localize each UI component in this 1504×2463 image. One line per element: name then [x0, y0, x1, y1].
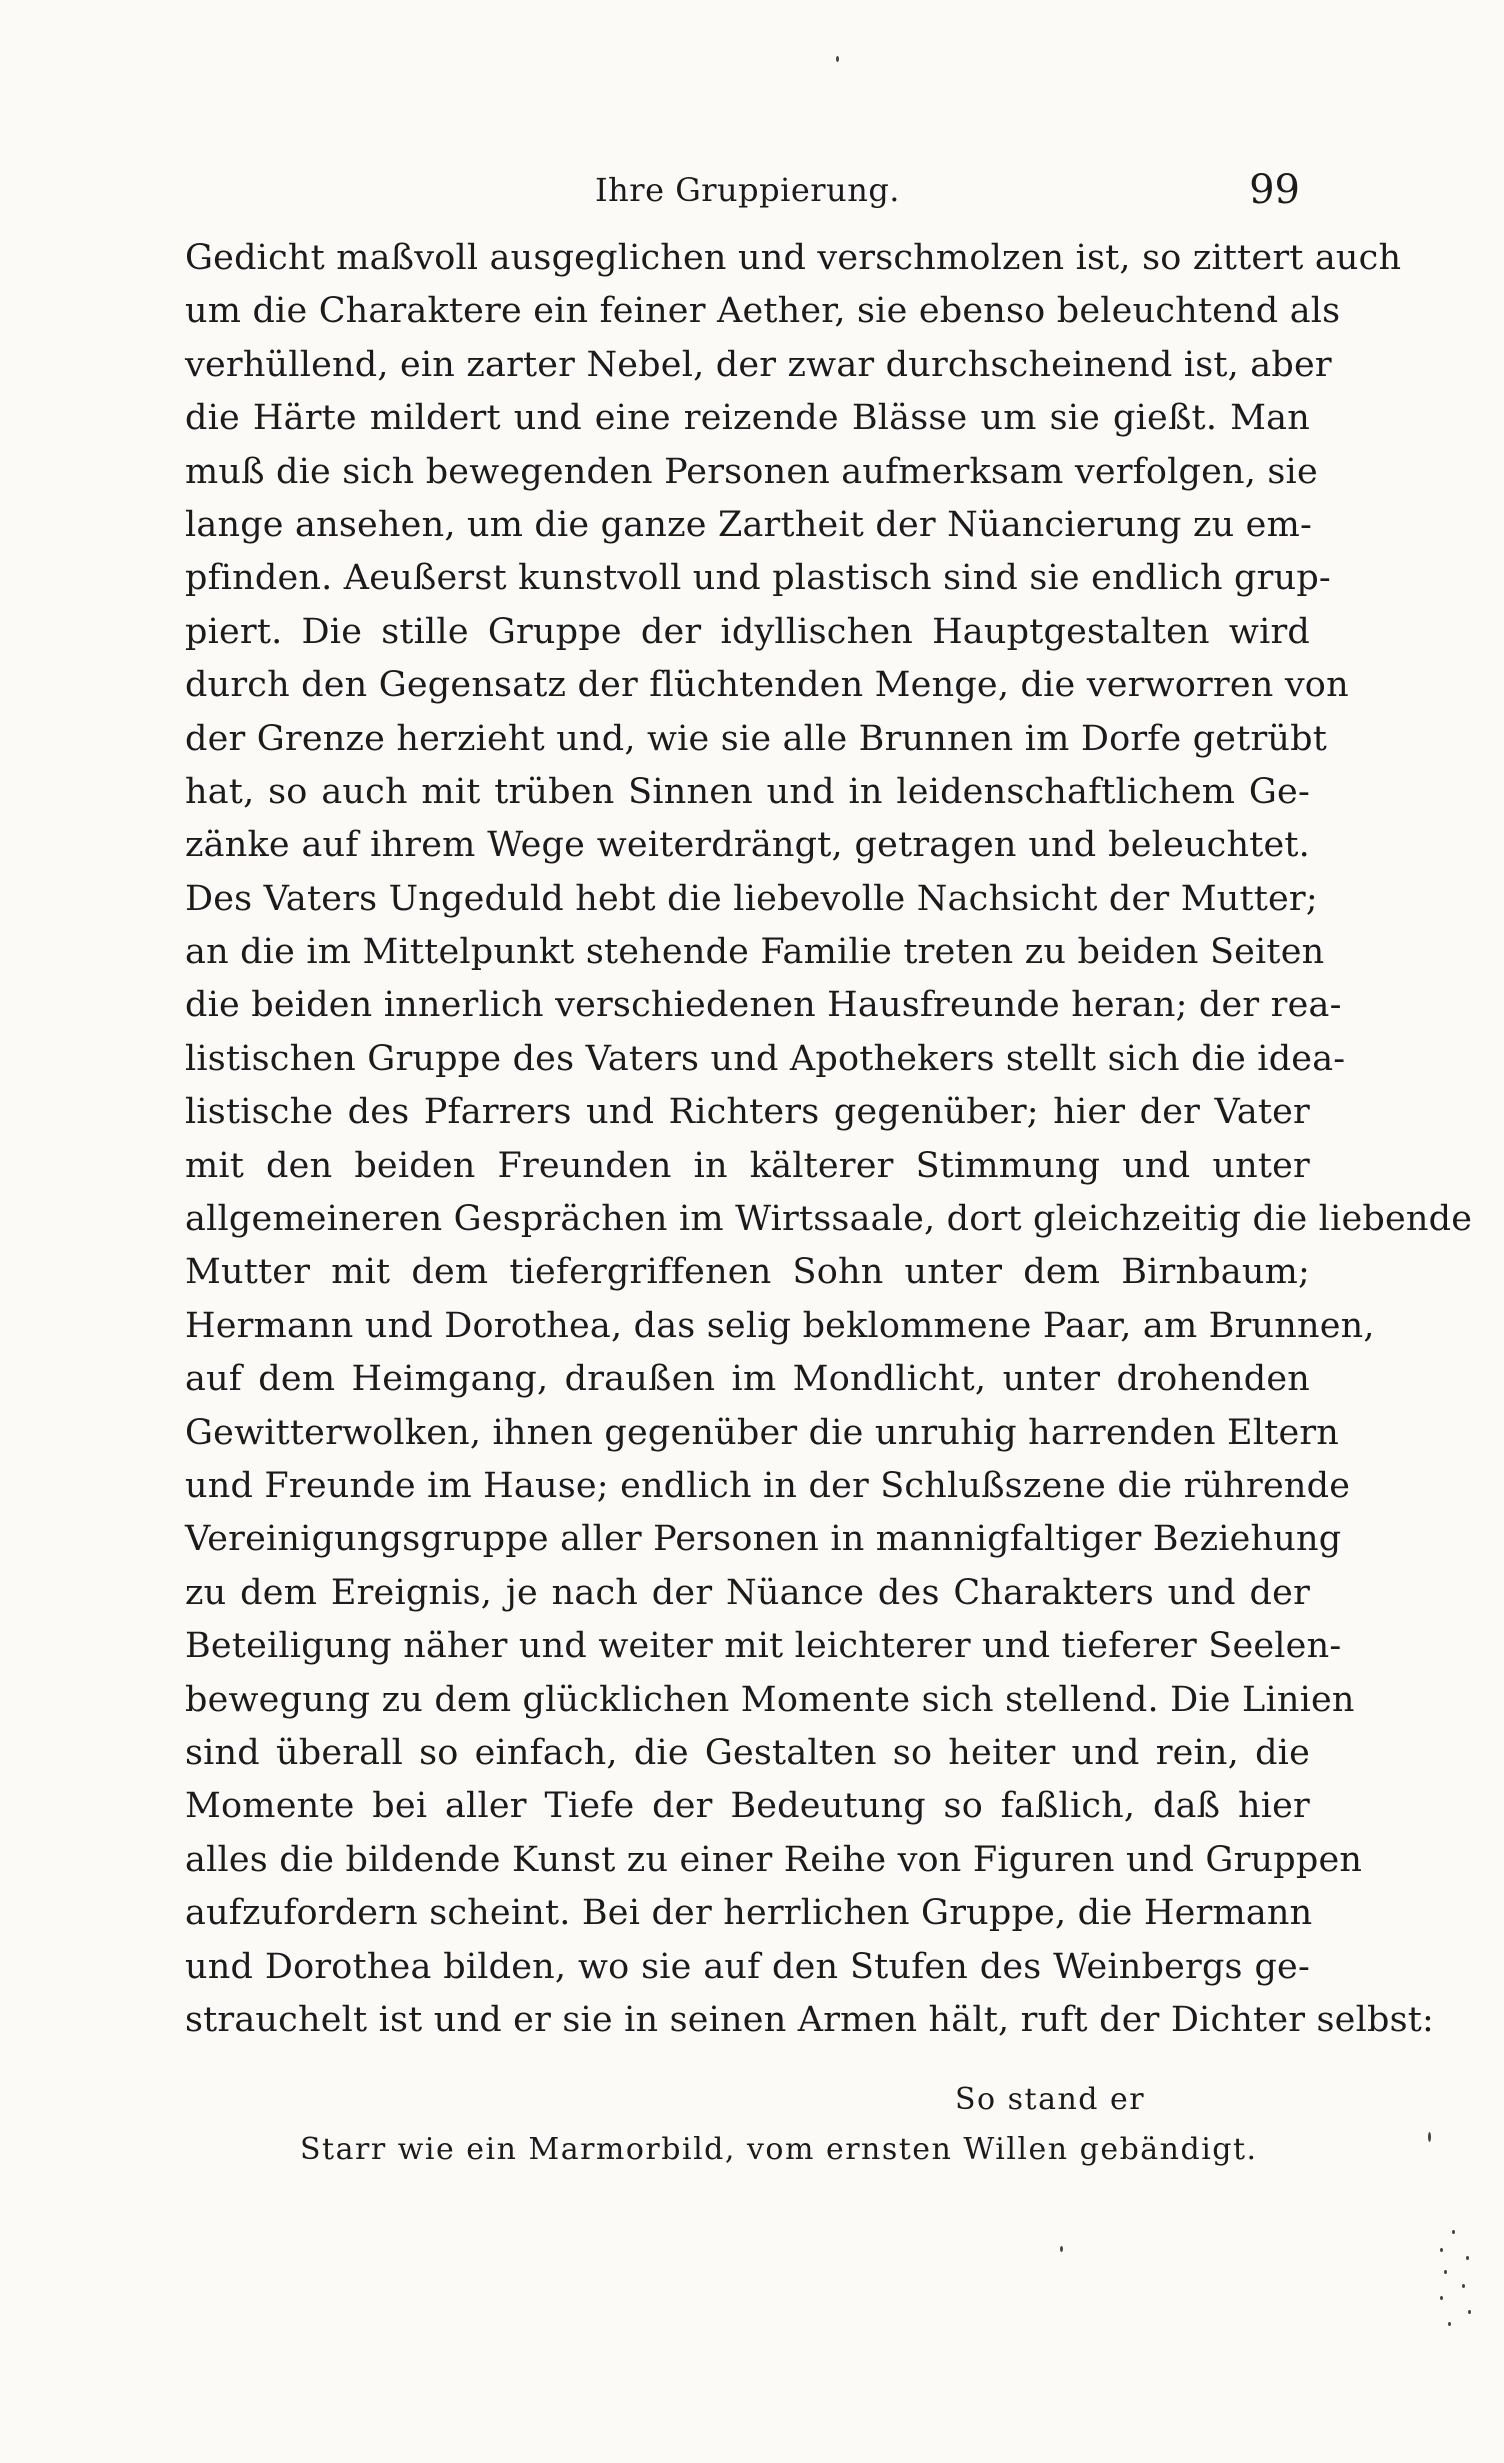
text-line: verhüllend, ein zarter Nebel, der zwar durchscheinend ist, aber [185, 344, 1332, 385]
text-line: an die im Mittelpunkt stehende Familie treten zu beiden Seiten [185, 932, 1325, 973]
text-line: mit den beiden Freunden in kälterer Stimmung und unter [185, 1145, 1310, 1186]
text-line: Momente bei aller Tiefe der Bedeutung so faßlich, daß hier [185, 1786, 1310, 1827]
scan-speck [836, 56, 839, 62]
text-line: hat, so auch mit trüben Sinnen und in leidenschaftlichem Ge- [185, 771, 1310, 812]
text-line: allgemeineren Gesprächen im Wirtssaale, dort gleichzeitig die liebende [185, 1199, 1473, 1240]
scan-speck [1428, 2132, 1431, 2142]
text-line: pfinden. Aeußerst kunstvoll und plastisch sind sie endlich grup- [185, 558, 1331, 599]
text-line: piert. Die stille Gruppe der idyllischen Hauptgestalten wird [185, 611, 1310, 652]
text-line: alles die bildende Kunst zu einer Reihe von Figuren und Gruppen [185, 1839, 1363, 1880]
text-line: Hermann und Dorothea, das selig beklommene Paar, am Brunnen, [185, 1305, 1375, 1346]
scan-speck [1440, 2296, 1443, 2300]
scan-speck [1444, 2270, 1447, 2274]
scan-speck [1060, 2246, 1063, 2252]
text-line: zänke auf ihrem Wege weiterdrängt, getragen und beleuchtet. [185, 825, 1310, 866]
text-line: Vereinigungsgruppe aller Personen in mannigfaltiger Beziehung [185, 1519, 1342, 1560]
scan-speck [1466, 2256, 1469, 2260]
text-line: Gedicht maßvoll ausgeglichen und verschmolzen ist, so zittert auch [185, 238, 1402, 278]
page-header [185, 160, 1310, 220]
body-text [185, 232, 1473, 2047]
text-line: listischen Gruppe des Vaters und Apothekers stellt sich die idea- [185, 1038, 1346, 1079]
text-line: lange ansehen, um die ganze Zartheit der Nüancierung zu em- [185, 504, 1313, 545]
text-line: Beteiligung näher und weiter mit leichterer und tieferer Seelen- [185, 1626, 1342, 1667]
scan-speck [1462, 2284, 1465, 2288]
text-line: und Freunde im Hause; endlich in der Schlußszene die rührende [185, 1465, 1351, 1506]
verse-quote [185, 2075, 1310, 2175]
scan-speck [1440, 2248, 1443, 2252]
text-line: bewegung zu dem glücklichen Momente sich stellend. Die Linien [185, 1679, 1355, 1720]
verse-line: Starr wie ein Marmorbild, vom ernsten Willen gebändigt. [300, 2132, 1258, 2167]
text-line: Gewitterwolken, ihnen gegenüber die unruhig harrenden Eltern [185, 1412, 1340, 1453]
text-line: muß die sich bewegenden Personen aufmerksam verfolgen, sie [185, 451, 1318, 492]
page-number: 99 [1249, 167, 1300, 213]
text-line: durch den Gegensatz der flüchtenden Menge, die verworren von [185, 665, 1349, 706]
text-line: um die Charaktere ein feiner Aether, sie ebenso beleuchtend als [185, 291, 1341, 332]
text-line: und Dorothea bilden, wo sie auf den Stufen des Weinbergs ge- [185, 1946, 1310, 1987]
text-line: aufzufordern scheint. Bei der herrlichen Gruppe, die Hermann [185, 1893, 1313, 1934]
verse-line: So stand er [955, 2082, 1146, 2117]
text-line: strauchelt ist und er sie in seinen Armen hält, ruft der Dichter selbst: [185, 1999, 1434, 2040]
text-line: listische des Pfarrers und Richters gegenüber; hier der Vater [185, 1092, 1310, 1133]
scan-speck [1452, 2230, 1455, 2234]
text-line: die Härte mildert und eine reizende Blässe um sie gießt. Man [185, 398, 1310, 439]
text-line: sind überall so einfach, die Gestalten so heiter und rein, die [185, 1732, 1310, 1773]
running-title: Ihre Gruppierung. [595, 171, 900, 209]
text-line: der Grenze herzieht und, wie sie alle Brunnen im Dorfe getrübt [185, 718, 1328, 759]
text-line: Des Vaters Ungeduld hebt die liebevolle Nachsicht der Mutter; [185, 878, 1318, 919]
text-line: die beiden innerlich verschiedenen Hausfreunde heran; der rea- [185, 985, 1342, 1026]
scan-speck [1448, 2322, 1451, 2326]
text-line: auf dem Heimgang, draußen im Mondlicht, unter drohenden [185, 1359, 1310, 1400]
text-line: Mutter mit dem tiefergriffenen Sohn unter dem Birnbaum; [185, 1252, 1310, 1293]
text-line: zu dem Ereignis, je nach der Nüance des Charakters und der [185, 1572, 1310, 1613]
scan-speck [1468, 2310, 1471, 2314]
